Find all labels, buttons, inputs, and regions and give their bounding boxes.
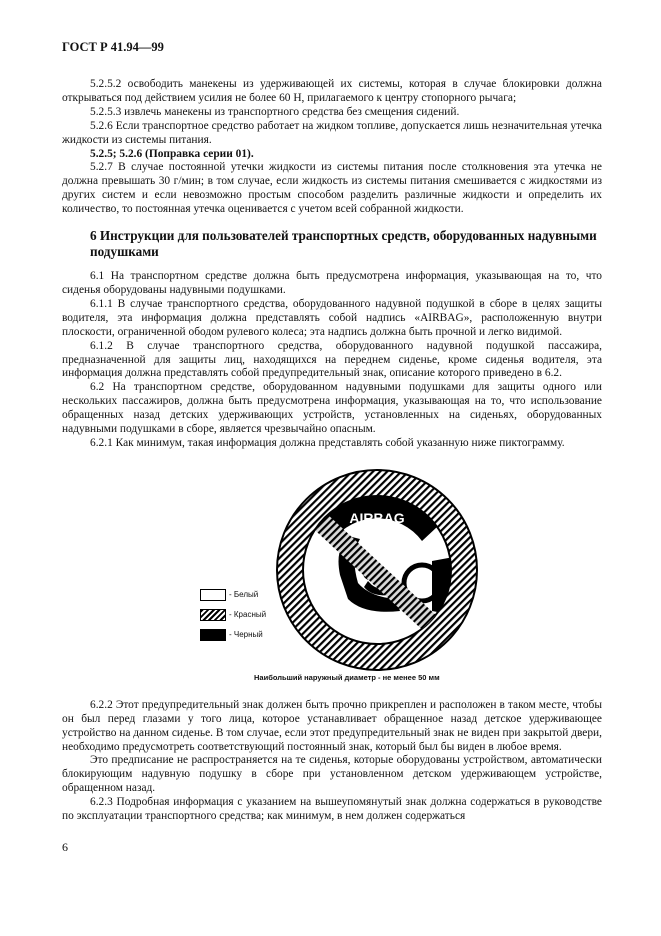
paragraph-exemption: Это предписание не распространяется на те сиденья, которые оборудованы устройством, автоматически блокирующим надувную подушку в сборе при установленном детском удерживающем устройстве, обращенном назад. [62, 754, 602, 795]
paragraph-5-2-5-3: 5.2.5.3 извлечь манекены из транспортного средства без смещения сидений. [90, 105, 460, 118]
paragraph-5-2-5-2: 5.2.5.2 освободить манекены из удерживающей их системы, которая в случае блокировки должна открываться под действием усилия не более 60 Н, прилагаемого к центру стопорного рычага; [62, 78, 602, 104]
document-header: ГОСТ Р 41.94—99 [62, 40, 164, 54]
figure-caption: Наибольший наружный диаметр - не менее 50 мм [254, 672, 440, 682]
airbag-label: AIRBAG [349, 509, 405, 526]
white-swatch [200, 589, 226, 601]
black-swatch [200, 629, 226, 641]
legend-item-black: - Черный [200, 625, 266, 645]
legend-item-red: - Красный [200, 605, 266, 625]
paragraph-6-2-3: 6.2.3 Подробная информация с указанием на вышеупомянутый знак должна содержаться в руководстве по эксплуатации транспортного средства; как минимум, в нем должен содержаться [62, 796, 602, 823]
legend-item-white: - Белый [200, 585, 266, 605]
paragraph-6-2-1: 6.2.1 Как минимум, такая информация должна представлять собой указанную ниже пиктограмму. [90, 436, 565, 449]
paragraph-6-2-2: 6.2.2 Этот предупредительный знак должен быть прочно прикреплен и расположен в таком месте, чтобы он был перед глазами у того лица, которое устанавливает обращенное назад детское удерживающее устройство на данном сиденье. В том случае, если этот предупредительный знак не виден при закрытой двери, необходимо предусмотреть соответствующий постоянный знак, который был бы виден в любое время. [62, 698, 602, 753]
paragraph-6-1: 6.1 На транспортном средстве должна быть предусмотрена информация, указывающая на то, что сиденья оборудованы надувными подушками. [62, 270, 602, 296]
section-6-title: 6 Инструкции для пользователей транспортных средств, оборудованных надувными подушками [90, 228, 597, 260]
red-swatch [200, 609, 226, 621]
page-body [62, 78, 602, 824]
page-number: 6 [62, 840, 68, 854]
paragraph-6-1-2: 6.1.2 В случае транспортного средства, оборудованного надувной подушкой пассажира, предназначенной для защиты лиц, находящихся на переднем сиденье, кроме сиденья водителя, эта информация должна представлять собой предупредительный знак, описание которого приведено в 6.2. [62, 339, 602, 380]
paragraph-6-1-1: 6.1.1 В случае транспортного средства, оборудованного надувной подушкой в сборе в целях защиты водителя, эта информация должна представлять собой надпись «AIRBAG», расположенную внутри плоскости, ограниченной ободом рулевого колеса; эта надпись должна быть прочной и легко видимой. [62, 297, 602, 338]
amendment-note: 5.2.5; 5.2.6 (Поправка серии 01). [90, 147, 254, 160]
airbag-warning-figure [62, 455, 602, 695]
airbag-warning-pictogram [272, 465, 482, 675]
color-legend [200, 585, 266, 645]
paragraph-6-2: 6.2 На транспортном средстве, оборудованном надувными подушками для защиты одного или нескольких пассажиров, должна быть предусмотрена информация, указывающая на то, что использование обращенных назад детских удерживающих устройств, установленных на сиденьях, оборудованных надувными подушками в сборе, является чрезвычайно опасным. [62, 381, 602, 436]
paragraph-5-2-6: 5.2.6 Если транспортное средство работает на жидком топливе, допускается лишь незначительная утечка жидкости из системы питания. [62, 119, 602, 146]
paragraph-5-2-7: 5.2.7 В случае постоянной утечки жидкости из системы питания после столкновения эта утечка не должна превышать 30 г/мин; в том случае, если жидкость из системы питания смешивается с жидкостями из других систем и если невозможно простым способом разделить различные жидкости и определить их количество, то постоянная утечка оценивается с учетом всей собранной жидкости. [62, 161, 602, 216]
